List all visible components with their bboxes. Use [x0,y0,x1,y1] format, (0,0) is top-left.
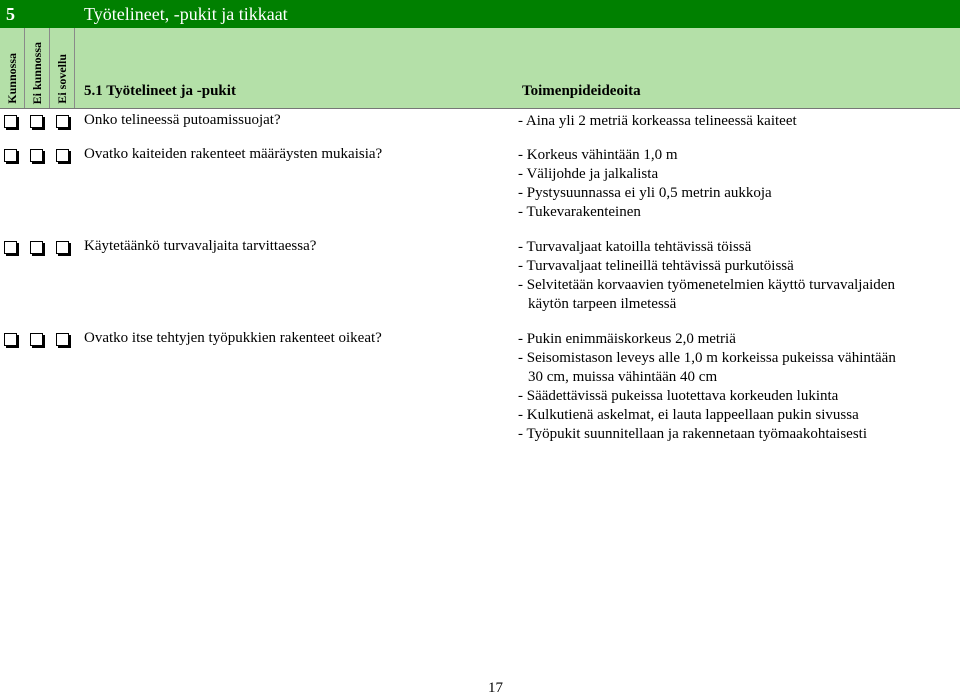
ideas-list [518,238,895,314]
page-number: 17 [488,680,503,696]
checkbox-ei-sovellu[interactable] [56,241,69,254]
ideas-list [518,146,772,222]
checkbox-ei-kunnossa[interactable] [30,115,43,128]
idea-item: - Korkeus vähintään 1,0 m [518,147,678,163]
idea-item: - Työpukit suunnitellaan ja rakennetaan työmaakohtaisesti [518,426,867,442]
column-header-ei-sovellu: Ei sovellu [50,28,75,108]
idea-item: - Pystysuunnassa ei yli 0,5 metrin aukkoja [518,185,772,201]
checkbox-kunnossa[interactable] [4,115,17,128]
checkbox-ei-kunnossa[interactable] [30,333,43,346]
checkbox-ei-sovellu[interactable] [56,115,69,128]
ideas-column-header: Toimenpideideoita [522,83,641,99]
idea-item: - Kulkutienä askelmat, ei lauta lappeellaan pukin sivussa [518,407,859,423]
idea-item: - Turvavaljaat telineillä tehtävissä purkutöissä [518,258,794,274]
question-text: Käytetäänkö turvavaljaita tarvittaessa? [84,238,317,254]
idea-item: - Välijohde ja jalkalista [518,166,659,182]
idea-item: - Turvavaljaat katoilla tehtävissä töissä [518,239,752,255]
checkbox-ei-kunnossa[interactable] [30,149,43,162]
idea-item: 30 cm, muissa vähintään 40 cm [528,369,718,385]
subsection-title: 5.1 Työtelineet ja -pukit [84,83,236,99]
section-title-bar [0,0,960,28]
checkbox-ei-sovellu[interactable] [56,149,69,162]
checkbox-ei-kunnossa[interactable] [30,241,43,254]
idea-item: - Säädettävissä pukeissa luotettava korkeuden lukinta [518,388,839,404]
question-text: Ovatko kaiteiden rakenteet määräysten mukaisia? [84,146,383,162]
idea-item: käytön tarpeen ilmetessä [528,296,677,312]
ideas-list [518,330,896,444]
checkbox-kunnossa[interactable] [4,241,17,254]
checkbox-ei-sovellu[interactable] [56,333,69,346]
idea-item: - Selvitetään korvaavien työmenetelmien käyttö turvavaljaiden [518,277,895,293]
idea-item: - Seisomistason leveys alle 1,0 m korkeissa pukeissa vähintään [518,350,896,366]
section-number: 5 [6,4,15,24]
idea-item: - Tukevarakenteinen [518,204,641,220]
column-header-ei-kunnossa: Ei kunnossa [25,28,50,108]
section-title: Työtelineet, -pukit ja tikkaat [84,4,288,24]
question-text: Ovatko itse tehtyjen työpukkien rakenteet oikeat? [84,330,382,346]
column-header-kunnossa: Kunnossa [0,28,25,108]
ideas-list [518,112,797,131]
idea-item: - Aina yli 2 metriä korkeassa telineessä kaiteet [518,113,797,129]
checkbox-kunnossa[interactable] [4,149,17,162]
idea-item: - Pukin enimmäiskorkeus 2,0 metriä [518,331,736,347]
checkbox-kunnossa[interactable] [4,333,17,346]
question-text: Onko telineessä putoamissuojat? [84,112,281,128]
